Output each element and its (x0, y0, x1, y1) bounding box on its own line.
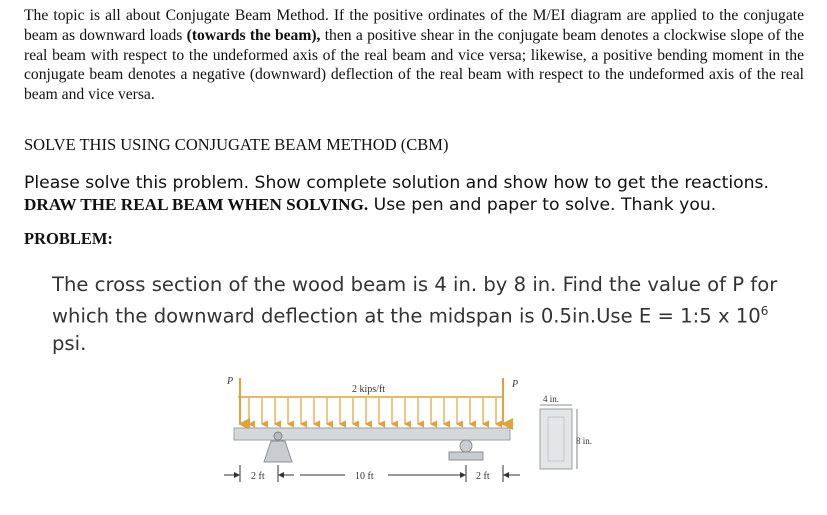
intro-text-1: The topic is all about Conjugate Beam Method. If the positive ordinates of the M/EI diagram are applied to the conjugate beam as downward loads (24, 7, 804, 44)
dim-middle-label: 10 ft (355, 471, 374, 482)
problem-heading: PROBLEM: (24, 229, 113, 248)
roller-support (449, 440, 483, 460)
cbm-heading: SOLVE THIS USING CONJUGATE BEAM METHOD (CBM) (24, 135, 449, 154)
request-bold-text: DRAW THE REAL BEAM WHEN SOLVING. (24, 195, 369, 214)
load-label: 2 kips/ft (352, 384, 386, 395)
request-text-2: Use pen and paper to solve. Thank you. (368, 195, 717, 215)
distributed-load (238, 397, 503, 424)
problem-text: The cross section of the wood beam is 4 in. by 8 in. Find the value of P for which the downward deflection at the midspan is 0.5in.Use E = 1:5 x 10 (52, 273, 778, 328)
problem-unit: psi. (52, 331, 87, 355)
dim-right-label: 2 ft (476, 471, 490, 482)
dim-left-label: 2 ft (251, 471, 265, 482)
problem-exponent: 6 (760, 304, 769, 318)
intro-bold-text: (towards the beam), (186, 26, 321, 44)
request-text-1: Please solve this problem. Show complete solution and show how to get the reactions. (24, 173, 769, 193)
right-force-label: P (512, 379, 519, 390)
height-label: 8 in. (576, 436, 593, 446)
cross-section (540, 405, 577, 469)
left-force-label: P (227, 376, 234, 387)
intro-text-2: then a positive shear in the conjugate beam denotes a clockwise slope of the real beam with respect to the undeformed axis of the real beam and vice versa; likewise, a positive bending moment in the conjugate beam denotes a negative (downward) deflection of the real beam with respect to the undeformed axis of the real beam and vice versa. (24, 26, 804, 104)
load-arrows (249, 398, 496, 424)
width-label: 4 in. (543, 394, 560, 404)
